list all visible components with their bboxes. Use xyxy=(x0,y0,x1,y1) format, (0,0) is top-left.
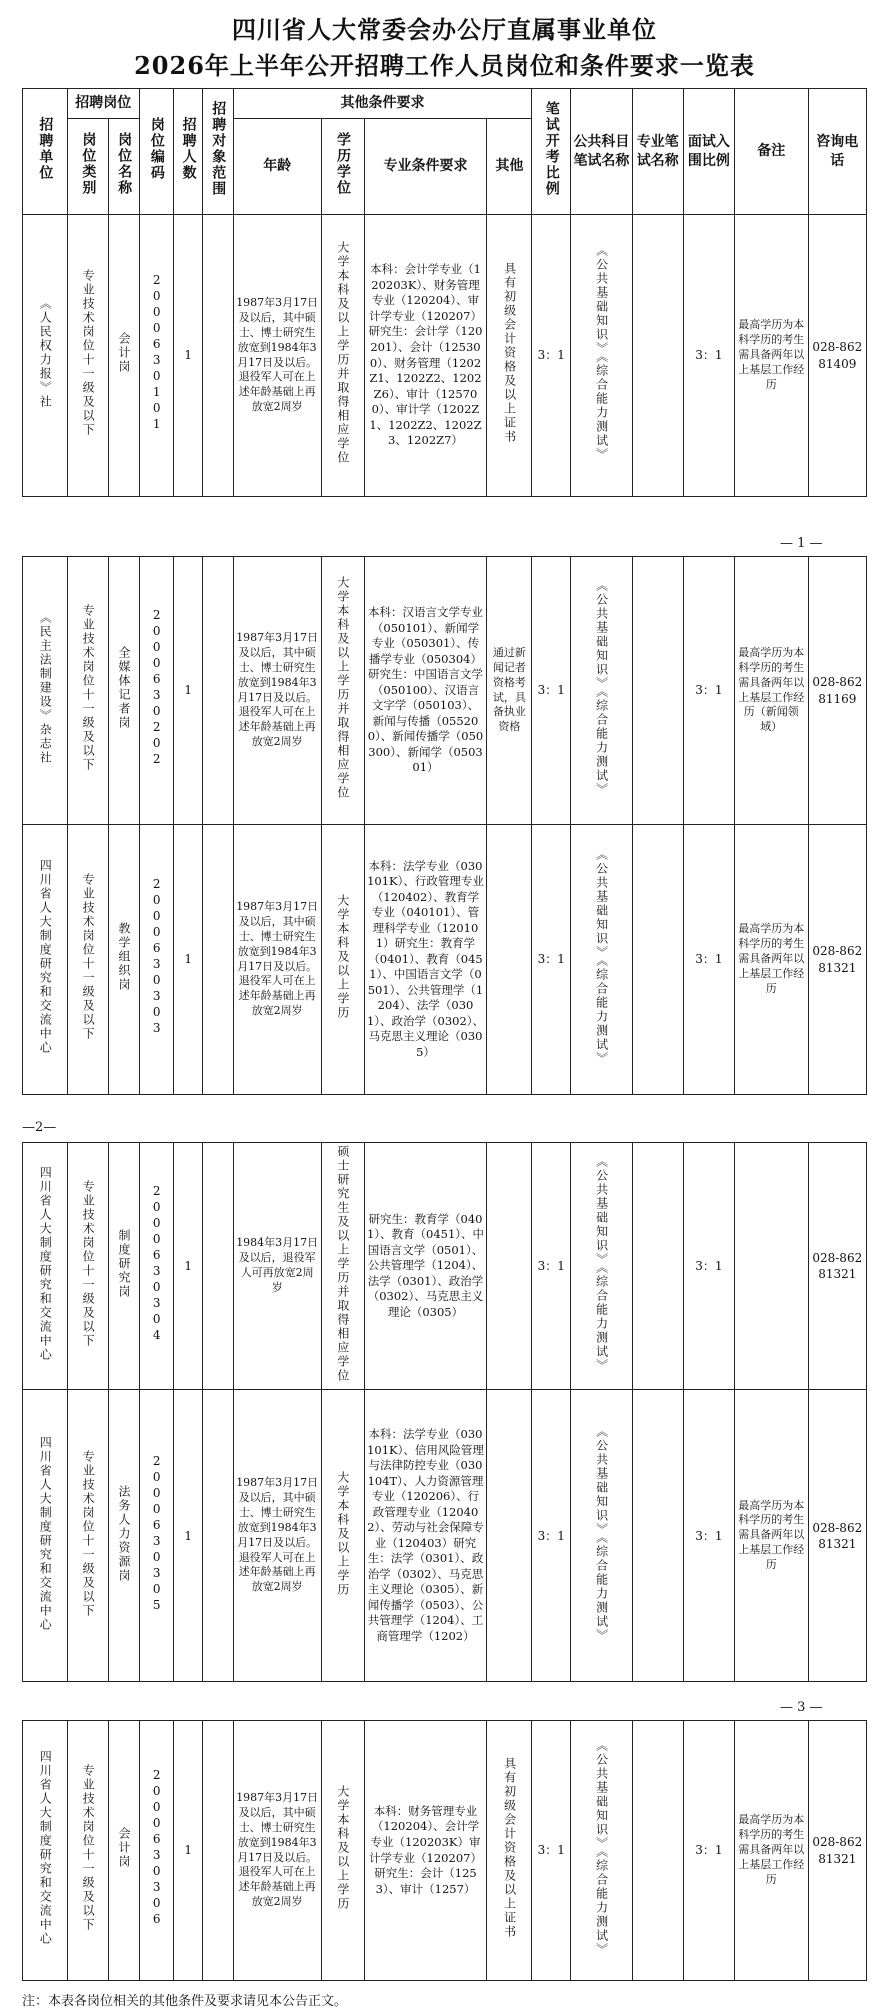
cell-ratio: 3：1 xyxy=(532,215,571,497)
cell-other xyxy=(487,1390,532,1682)
cell-count: 1 xyxy=(174,825,203,1095)
cell-edu: 大学本科及以上学历并取得相应学位 xyxy=(321,557,364,825)
cell-interview: 3：1 xyxy=(683,1143,734,1390)
cell-major: 研究生：教育学（0401）、教育（0451）、中国语言文学（0501）、公共管理学（1204）、法学（0301）、政治学（0302）、马克思主义理论（0305） xyxy=(364,1143,487,1390)
cell-ratio: 3：1 xyxy=(532,557,571,825)
cell-interview: 3：1 xyxy=(683,1390,734,1682)
header-post-type: 岗位类别 xyxy=(68,119,109,215)
cell-edu: 大学本科及以上学历 xyxy=(321,1721,364,1981)
header-count: 招聘人数 xyxy=(174,89,203,215)
cell-remark: 最高学历为本科学历的考生需具备两年以上基层工作经历 xyxy=(734,1390,808,1682)
cell-age: 1987年3月17日及以后，其中硕士、博士研究生放宽到1984年3月17日及以后。退役军人可在上述年龄基础上再放宽2周岁 xyxy=(233,557,321,825)
table-segment-2 xyxy=(22,556,867,1095)
cell-type: 专业技术岗位十一级及以下 xyxy=(68,1390,109,1682)
cell-other: 具有初级会计资格及以上证书 xyxy=(487,1721,532,1981)
cell-major: 本科：法学专业（030101K）、信用风险管理与法律防控专业（030104T）、人力资源管理专业（120206）、行政管理专业（120402）、劳动与社会保障专业（120403）研究生：法学（0301）、政治学（0302）、马克思主义理论（0305）、新闻传播学（0503）、公共管理学（1204）、工商管理学（1202） xyxy=(364,1390,487,1682)
cell-interview: 3：1 xyxy=(683,1721,734,1981)
cell-interview: 3：1 xyxy=(683,825,734,1095)
header-interview: 面试入围比例 xyxy=(683,89,734,215)
cell-age: 1987年3月17日及以后，其中硕士、博士研究生放宽到1984年3月17日及以后。退役军人可在上述年龄基础上再放宽2周岁 xyxy=(233,1721,321,1981)
table-row xyxy=(23,825,867,1095)
cell-unit: 《人民权力报》社 xyxy=(23,215,68,497)
page-number-2: —2— xyxy=(22,1120,57,1135)
cell-age: 1987年3月17日及以后，其中硕士、博士研究生放宽到1984年3月17日及以后。退役军人可在上述年龄基础上再放宽2周岁 xyxy=(233,825,321,1095)
header-phone: 咨询电话 xyxy=(808,89,866,215)
cell-code: 2000630303 xyxy=(139,825,174,1095)
cell-edu: 大学本科及以上学历并取得相应学位 xyxy=(321,215,364,497)
cell-unit: 《民主法制建设》杂志社 xyxy=(23,557,68,825)
cell-interview: 3：1 xyxy=(683,557,734,825)
cell-ratio: 3：1 xyxy=(532,1143,571,1390)
cell-unit: 四川省人大制度研究和交流中心 xyxy=(23,1390,68,1682)
table-row xyxy=(23,1390,867,1682)
footnote: 注：本表各岗位相关的其他条件及要求请见本公告正文。 xyxy=(22,1994,348,2009)
header-unit: 招聘单位 xyxy=(23,89,68,215)
cell-name: 会计岗 xyxy=(108,215,139,497)
cell-major-exam xyxy=(632,1143,683,1390)
cell-major-exam xyxy=(632,825,683,1095)
cell-major: 本科：会计学专业（120203K）、财务管理专业（120204）、审计学专业（120207）研究生：会计学（120201）、会计（125300）、财务管理（1202Z1、1202Z2、1202Z6）、审计（125700）、审计学（1202Z1、1202Z2、1202Z3、1202Z7） xyxy=(364,215,487,497)
cell-subject: 《公共基础知识》《综合能力测试》 xyxy=(571,1390,632,1682)
cell-scope xyxy=(203,1390,234,1682)
header-remark: 备注 xyxy=(734,89,808,215)
cell-other xyxy=(487,825,532,1095)
header-post: 招聘岗位 xyxy=(68,89,140,119)
cell-ratio: 3：1 xyxy=(532,1390,571,1682)
cell-count: 1 xyxy=(174,1390,203,1682)
cell-phone: 028-86281409 xyxy=(808,215,866,497)
header-age: 年龄 xyxy=(233,119,321,215)
table-row xyxy=(23,1721,867,1981)
cell-type: 专业技术岗位十一级及以下 xyxy=(68,557,109,825)
cell-scope xyxy=(203,1721,234,1981)
cell-remark: 最高学历为本科学历的考生需具备两年以上基层工作经历 xyxy=(734,1721,808,1981)
cell-phone: 028-86281321 xyxy=(808,1143,866,1390)
cell-age: 1984年3月17日及以后，退役军人可再放宽2周岁 xyxy=(233,1143,321,1390)
cell-edu: 大学本科及以上学历 xyxy=(321,1390,364,1682)
cell-other: 通过新闻记者资格考试，具备执业资格 xyxy=(487,557,532,825)
cell-remark xyxy=(734,1143,808,1390)
header-scope: 招聘对象范围 xyxy=(203,89,234,215)
cell-code: 2000630101 xyxy=(139,215,174,497)
cell-major-exam xyxy=(632,557,683,825)
header-other-req: 其他条件要求 xyxy=(233,89,532,119)
header-other2: 其他 xyxy=(487,119,532,215)
cell-type: 专业技术岗位十一级及以下 xyxy=(68,215,109,497)
cell-type: 专业技术岗位十一级及以下 xyxy=(68,1721,109,1981)
cell-name: 教学组织岗 xyxy=(108,825,139,1095)
cell-remark: 最高学历为本科学历的考生需具备两年以上基层工作经历（新闻领域） xyxy=(734,557,808,825)
cell-remark: 最高学历为本科学历的考生需具备两年以上基层工作经历 xyxy=(734,215,808,497)
header-code: 岗位编码 xyxy=(139,89,174,215)
cell-count: 1 xyxy=(174,215,203,497)
cell-scope xyxy=(203,215,234,497)
cell-subject: 《公共基础知识》《综合能力测试》 xyxy=(571,215,632,497)
cell-type: 专业技术岗位十一级及以下 xyxy=(68,1143,109,1390)
cell-other: 具有初级会计资格及以上证书 xyxy=(487,215,532,497)
cell-scope xyxy=(203,825,234,1095)
cell-scope xyxy=(203,557,234,825)
cell-scope xyxy=(203,1143,234,1390)
cell-unit: 四川省人大制度研究和交流中心 xyxy=(23,1143,68,1390)
cell-count: 1 xyxy=(174,557,203,825)
cell-name: 全媒体记者岗 xyxy=(108,557,139,825)
header-post-name: 岗位名称 xyxy=(108,119,139,215)
cell-phone: 028-86281321 xyxy=(808,1721,866,1981)
cell-edu: 硕士研究生及以上学历并取得相应学位 xyxy=(321,1143,364,1390)
cell-subject: 《公共基础知识》《综合能力测试》 xyxy=(571,557,632,825)
cell-count: 1 xyxy=(174,1143,203,1390)
cell-ratio: 3：1 xyxy=(532,825,571,1095)
cell-count: 1 xyxy=(174,1721,203,1981)
cell-code: 2000630306 xyxy=(139,1721,174,1981)
cell-other xyxy=(487,1143,532,1390)
cell-major-exam xyxy=(632,1390,683,1682)
header-ratio: 笔试开考比例 xyxy=(532,89,571,215)
cell-age: 1987年3月17日及以后，其中硕士、博士研究生放宽到1984年3月17日及以后。退役军人可在上述年龄基础上再放宽2周岁 xyxy=(233,1390,321,1682)
table-segment-4 xyxy=(22,1720,867,1981)
cell-remark: 最高学历为本科学历的考生需具备两年以上基层工作经历 xyxy=(734,825,808,1095)
title-line2: 2026年上半年公开招聘工作人员岗位和条件要求一览表 xyxy=(134,51,755,80)
table-segment-3 xyxy=(22,1142,867,1682)
cell-major: 本科：财务管理专业（120204）、会计学专业（120203K）审计学专业（120207）研究生：会计（1253）、审计（1257） xyxy=(364,1721,487,1981)
table-row xyxy=(23,215,867,497)
cell-major-exam xyxy=(632,1721,683,1981)
cell-major: 本科：汉语言文学专业（050101）、新闻学专业（050301）、传播学专业（050304）研究生：中国语言文学（050100）、汉语言文字学（050103）、新闻与传播（055200）、新闻传播学（050300）、新闻学（050301） xyxy=(364,557,487,825)
cell-subject: 《公共基础知识》《综合能力测试》 xyxy=(571,825,632,1095)
page-number-3: — 3 — xyxy=(780,1700,823,1715)
cell-type: 专业技术岗位十一级及以下 xyxy=(68,825,109,1095)
cell-name: 法务人力资源岗 xyxy=(108,1390,139,1682)
cell-major: 本科：法学专业（030101K）、行政管理专业（120402）、教育学专业（040101）、管理科学专业（120101）研究生：教育学（0401）、教育（0451）、中国语言文学（0501）、公共管理学（1204）、法学（0301）、政治学（0302）、马克思主义理论（0305） xyxy=(364,825,487,1095)
cell-unit: 四川省人大制度研究和交流中心 xyxy=(23,825,68,1095)
cell-subject: 《公共基础知识》《综合能力测试》 xyxy=(571,1721,632,1981)
cell-ratio: 3：1 xyxy=(532,1721,571,1981)
cell-interview: 3：1 xyxy=(683,215,734,497)
cell-phone: 028-86281321 xyxy=(808,825,866,1095)
header-pub-subject: 公共科目笔试名称 xyxy=(571,89,632,215)
cell-edu: 大学本科及以上学历 xyxy=(321,825,364,1095)
cell-unit: 四川省人大制度研究和交流中心 xyxy=(23,1721,68,1981)
header-major-exam: 专业笔试名称 xyxy=(632,89,683,215)
cell-phone: 028-86281169 xyxy=(808,557,866,825)
cell-name: 会计岗 xyxy=(108,1721,139,1981)
cell-code: 2000630304 xyxy=(139,1143,174,1390)
cell-phone: 028-86281321 xyxy=(808,1390,866,1682)
cell-major-exam xyxy=(632,215,683,497)
cell-subject: 《公共基础知识》《综合能力测试》 xyxy=(571,1143,632,1390)
page-number-1: — 1 — xyxy=(780,536,823,551)
table-row xyxy=(23,1143,867,1390)
header-major: 专业条件要求 xyxy=(364,119,487,215)
cell-name: 制度研究岗 xyxy=(108,1143,139,1390)
table-segment-1 xyxy=(22,88,867,497)
cell-age: 1987年3月17日及以后，其中硕士、博士研究生放宽到1984年3月17日及以后。退役军人可在上述年龄基础上再放宽2周岁 xyxy=(233,215,321,497)
header-edu: 学历学位 xyxy=(321,119,364,215)
cell-code: 2000630305 xyxy=(139,1390,174,1682)
cell-code: 2000630202 xyxy=(139,557,174,825)
table-row xyxy=(23,557,867,825)
title-line1: 四川省人大常委会办公厅直属事业单位 xyxy=(232,15,657,44)
